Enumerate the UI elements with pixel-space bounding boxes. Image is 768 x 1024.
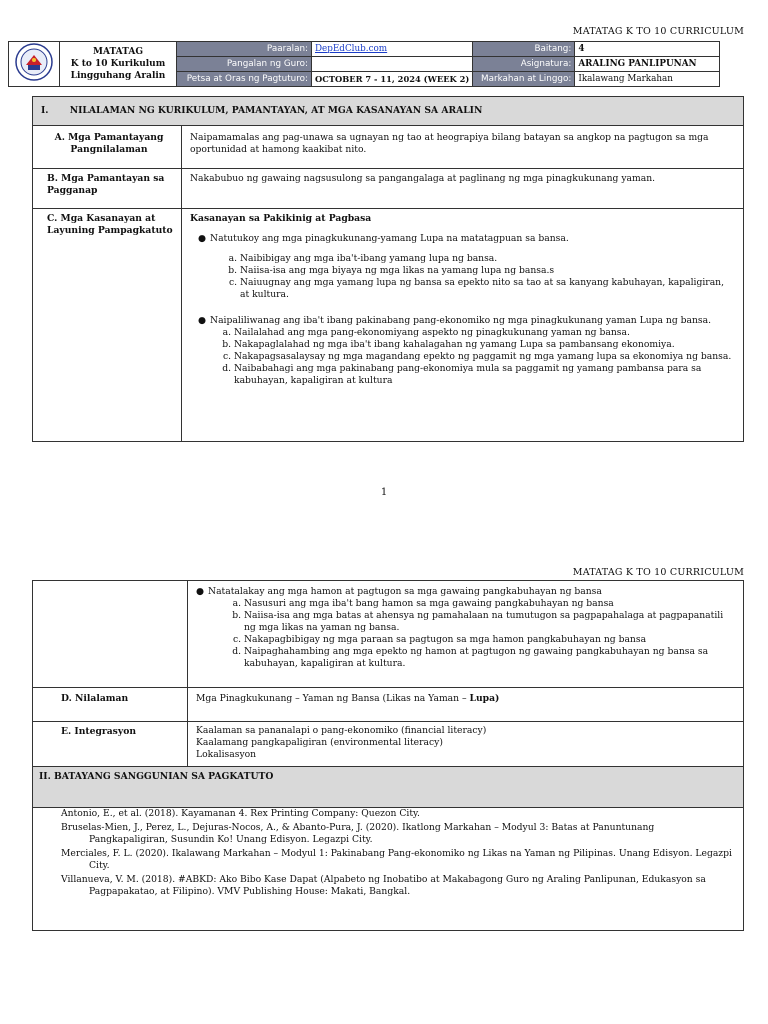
lesson-header-table [8, 41, 720, 87]
row-e-label: E. Integrasyon [33, 722, 188, 767]
section-1-heading [33, 97, 744, 126]
reference-item: Bruselas-Mien, J., Perez, L., Dejuras-Nocos, A., & Abanto-Pura, J. (2020). Ikatlong Markahan – Modyul 3: Batas at Panuntunang Pangkapaligiran, Susundin Ko! Unang Edisyon. Legazpi City. [61, 822, 655, 845]
quarter-value: Ikalawang Markahan [575, 72, 720, 87]
objective-bullet-3 [196, 586, 735, 598]
integration-item: Kaalamang pangkapaligiran (environmental literacy) [196, 737, 443, 748]
references-list [33, 808, 744, 931]
running-header: MATATAG K TO 10 CURRICULUM [572, 26, 744, 37]
deped-seal-cell [9, 42, 60, 87]
list-item: c. Naiuugnay ang mga yamang lupa ng bansa sa epekto nito sa tao at sa kanyang kabuhayan, kapaligiran, at kultura. [240, 277, 735, 301]
list-item: b. Naiisa-isa ang mga biyaya ng mga likas na yamang lupa ng bansa.s [240, 265, 735, 277]
objective-bullet-1 [190, 233, 735, 245]
objective-bullet-2 [190, 315, 735, 327]
list-item: a. Nasusuri ang mga iba't bang hamon sa mga gawaing pangkabuhayan ng bansa [244, 598, 735, 610]
row-c-continued-content [188, 581, 744, 688]
row-c-continued-label [33, 581, 188, 688]
title-line-2: K to 10 Kurikulum [70, 59, 166, 69]
bullet-dot-icon: ● [196, 586, 205, 597]
list-item: c. Nakapagbibigay ng mga paraan sa pagtugon sa mga hamon pangkabuhayan ng bansa [244, 634, 735, 646]
row-b-text: Nakabubuo ng gawaing nagsusulong sa pangangalaga at paglinang ng mga pinagkukunang yaman. [182, 169, 744, 209]
row-d-text-bold: Lupa) [469, 693, 500, 704]
objective-2-list [190, 327, 735, 387]
section-2-heading: II. BATAYANG SANGGUNIAN SA PAGKATUTO [33, 767, 744, 808]
row-c-label: C. Mga Kasanayan at Layuning Pampagkatuto [33, 209, 182, 442]
list-item: c. Nakapagsasalaysay ng mga magandang epekto ng paggamit ng mga yamang lupa sa ekonomiya ng bansa. [234, 351, 735, 363]
objective-2-text: Naipaliliwanag ang iba't ibang pakinabang pang-ekonomiko ng mga pinagkukunang yaman Lupa ng bansa. [210, 315, 712, 326]
objective-3-list [196, 598, 735, 670]
reference-item: Merciales, F. L. (2020). Ikalawang Markahan – Modyul 1: Pakinabang Pang-ekonomiko ng Likas na Yaman ng Pilipinas. Unang Edisyon. Legazpi City. [61, 848, 732, 871]
lesson-title [60, 42, 177, 87]
objective-1-list [190, 253, 735, 301]
objective-1-text: Natutukoy ang mga pinagkukunang-yamang Lupa na matatagpuan sa bansa. [210, 233, 569, 244]
page-number: 1 [380, 487, 388, 498]
teacher-label: Pangalan ng Guro: [177, 57, 312, 72]
list-item: d. Naipaghahambing ang mga epekto ng hamon at pagtugon ng gawaing pangkabuhayan ng bansa sa kabuhayan, kapaligiran at kultura. [244, 646, 735, 670]
section-1-title: NILALAMAN NG KURIKULUM, PAMANTAYAN, AT MGA KASANAYAN SA ARALIN [69, 105, 483, 116]
teacher-value [312, 57, 473, 72]
section-1-number: I. [41, 105, 49, 116]
date-label: Petsa at Oras ng Pagtuturo: [177, 72, 312, 87]
running-header-2: MATATAG K TO 10 CURRICULUM [572, 567, 744, 578]
school-label: Paaralan: [177, 42, 312, 57]
list-item: a. Nailalahad ang mga pang-ekonomiyang aspekto ng pinagkukunang yaman ng bansa. [234, 327, 735, 339]
grade-value: 4 [575, 42, 720, 57]
integration-item: Kaalaman sa pananalapi o pang-ekonomiko (financial literacy) [196, 725, 487, 736]
title-line-1: MATATAG [92, 47, 144, 57]
row-e-content [188, 722, 744, 767]
curriculum-table [32, 96, 744, 442]
grade-label: Baitang: [473, 42, 575, 57]
objective-3-text: Natatalakay ang mga hamon at pagtugon sa mga gawaing pangkabuhayan ng bansa [208, 586, 602, 597]
row-a-label: A. Mga Pamantayang Pangnilalaman [33, 126, 182, 169]
row-b-label: B. Mga Pamantayan sa Pagganap [33, 169, 182, 209]
row-c-content [182, 209, 744, 442]
reference-item: Antonio, E., et al. (2018). Kayamanan 4. Rex Printing Company: Quezon City. [61, 808, 420, 819]
list-item: a. Naibibigay ang mga iba't-ibang yamang lupa ng bansa. [240, 253, 735, 265]
row-d-text-plain: Mga Pinagkukunang – Yaman ng Bansa (Likas na Yaman – [196, 693, 470, 704]
bullet-dot-icon: ● [198, 233, 207, 244]
row-d-text [188, 688, 744, 722]
row-d-label: D. Nilalaman [33, 688, 188, 722]
row-c-heading: Kasanayan sa Pakikinig at Pagbasa [190, 213, 372, 224]
deped-seal-icon [14, 42, 54, 82]
school-link[interactable]: DepEdClub.com [315, 43, 388, 54]
reference-item: Villanueva, V. M. (2018). #ABKD: Ako Bibo Kase Dapat (Alpabeto ng Inobatibo at Makabagong Guro ng Araling Panlipunan, Edukasyon sa Pagpapakatao, at Filipino). VMV Publishing House: Makati, Bangkal. [61, 874, 706, 897]
subject-value: ARALING PANLIPUNAN [575, 57, 720, 72]
date-value: OCTOBER 7 - 11, 2024 (WEEK 2) [312, 72, 473, 87]
list-item: b. Naiisa-isa ang mga batas at ahensya ng pamahalaan na tumutugon sa pagpapahalaga at pagpapanatili ng mga likas na yaman ng bansa. [244, 610, 735, 634]
subject-label: Asignatura: [473, 57, 575, 72]
quarter-label: Markahan at Linggo: [473, 72, 575, 87]
list-item: d. Naibabahagi ang mga pakinabang pang-ekonomiya mula sa paggamit ng yamang pambansa para sa kabuhayan, kapaligiran at kultura [234, 363, 735, 387]
integration-item: Lokalisasyon [196, 749, 257, 760]
list-item: b. Nakapaglalahad ng mga iba't ibang kahalagahan ng yamang Lupa sa pambansang ekonomiya. [234, 339, 735, 351]
curriculum-table-continued [32, 580, 744, 931]
bullet-dot-icon: ● [198, 315, 207, 326]
row-a-text: Naipamamalas ang pag-unawa sa ugnayan ng tao at heograpiya bilang batayan sa angkop na pagtugon sa mga oportunidad at hamong kaakibat nito. [182, 126, 744, 169]
title-line-3: Lingguhang Aralin [70, 71, 166, 81]
